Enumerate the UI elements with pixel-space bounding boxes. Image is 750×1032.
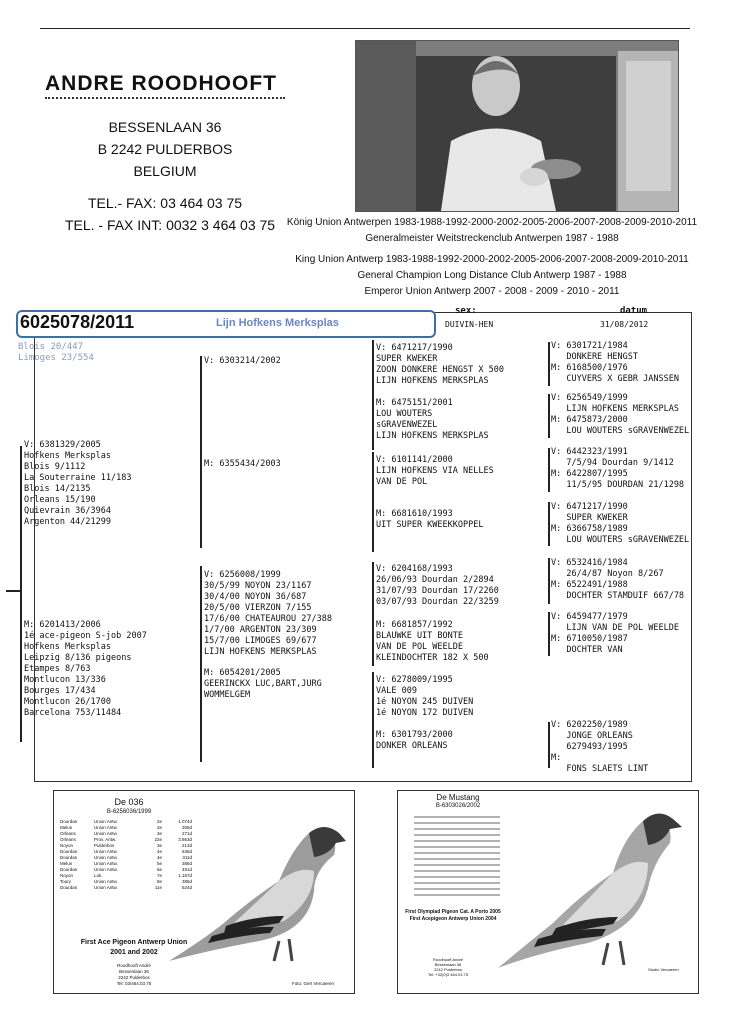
card2-ring: B-6303026/2002 [435,803,481,809]
gen3-2: M: 6475151/2001 LOU WOUTERS sGRAVENWEZEL LIJN HOFKENS MERKSPLAS [376,398,489,441]
tel-fax: TEL.- FAX: 03 464 03 75 [87,195,243,211]
card1-result-cell: 1.167d [178,873,192,878]
card1-result-cell: 11e [154,885,162,890]
gen4-2: V: 6256549/1999 LIJN HOFKENS MERKSPLAS M: 6475873/2000 LOU WOUTERS sGRAVENWEZEL [551,393,690,436]
gen4-8: V: 6202250/1989 JONGE ORLEANS 6279493/1995 M: FONS SLAETS LINT [551,720,649,774]
card1-result-cell: 385d [181,879,192,884]
gen4-5: V: 6532416/1984 26/4/87 Noyon 8/267 M: 6522491/1988 DOCHTER STAMDUIF 667/78 [551,558,685,601]
card1-result-cell: 306d [181,825,192,830]
pigeon-photo-2 [458,793,698,983]
card1-result-cell: 636d [181,849,192,854]
line-label: Lijn Hofkens Merksplas [216,317,339,329]
card1-result-cell: Union Antw. [94,849,118,854]
card1-result-cell: 6e [156,867,162,872]
card2-footer: Roodhooft André Bessenlaan 36 2242 Pulderbos Tel: +32(0)3 464.03.75 [427,957,469,977]
connector-mf [372,562,374,666]
card1-result-cell: Orleans [60,837,76,842]
gen4-1: V: 6301721/1984 DONKERE HENGST M: 6168500/1976 CUYVERS X GEBR JANSSEN [551,341,679,384]
card1-result-cell: 2e [156,819,162,824]
gen3-1: V: 6471217/1990 SUPER KWEKER ZOON DONKERE HENGST X 500 LIJN HOFKENS MERKSPLAS [376,343,504,386]
card1-result-cell: 4e [156,855,162,860]
connector-mm [372,672,374,768]
mother: M: 6201413/2006 1é ace-pigeon S-job 2007 Hofkens Merksplas Leipzig 8/136 pigeons Etampes 8/763 Montlucon 13/336 Bourges 17/434 Montlucon 26/1700 Barcelona 753/11484 [24,620,147,718]
card1-result-cell: 311d [182,855,192,860]
connector-g4-2 [548,394,550,438]
pigeon-card-1 [53,790,355,994]
connector-mother-side [200,566,202,762]
card1-result-cell: 213d [181,843,192,848]
card1-result-cell: 5e [156,861,162,866]
title-line-2: Generalmeister Weitstreckenclub Antwerpen 1987 - 1988 [365,233,619,244]
name-underline [45,97,285,99]
own-results: Blois 20/447 Limoges 23/554 [18,342,94,363]
title-line-1: König Union Antwerpen 1983-1988-1992-2000-2002-2005-2006-2007-2008-2009-2010-2011 [286,217,698,228]
card2-photo-credit: Studio Vercaeren [648,967,679,972]
card1-result-cell: Noyon [60,873,74,878]
title-line-5: Emperor Union Antwerp 2007 - 2008 - 2009 - 2010 - 2011 [364,286,620,297]
card1-result-cell: 22e [154,837,162,842]
card1-result-cell: Union Antw. [94,867,118,872]
card1-result-cell: Toury [60,879,72,884]
card1-result-cell: Union Antw. [94,885,118,890]
pigeon-card-2 [397,790,699,994]
gen4-4: V: 6471217/1990 SUPER KWEKER M: 6366758/1989 LOU WOUTERS sGRAVENWEZEL [551,502,690,545]
card1-caption-2: 2001 and 2002 [110,949,158,956]
card1-result-cell: Union Antw. [94,819,118,824]
card1-result-cell: Dourdan [60,819,78,824]
sex-value: DUIVIN-HEN [445,320,494,329]
card1-result-cell: Union Antw. [94,831,118,836]
ring-number: 6025078/2011 [20,312,135,332]
gen4-6: V: 6459477/1979 LIJN VAN DE POL WEELDE M: 6710050/1987 DOCHTER VAN [551,612,679,655]
father-mother: M: 6355434/2003 [204,459,281,469]
card1-result-cell: Noyon [60,843,74,848]
connector-g4-4 [548,502,550,546]
card1-result-cell: 3.863d [178,837,192,842]
tel-fax-int: TEL. - FAX INT: 0032 3 464 03 75 [64,217,276,233]
card1-result-cell: Dourdan [60,867,78,872]
card1-photo-credit: Foto: Gert Vercaeren [292,981,335,986]
card1-result-cell: Melun [60,825,73,830]
card1-result-cell: Dourdan [60,849,78,854]
card1-result-cell: 7e [156,873,162,878]
gen3-5: V: 6204168/1993 26/06/93 Dourdan 2/2894 31/07/93 Dourdan 17/2260 03/07/93 Dourdan 22/3259 [376,564,499,607]
card1-footer: Roodhooft André Bessenlaan 36 2242 Pulderbos Tel: 03/464.03.75 [116,963,152,986]
gen4-3: V: 6442323/1991 7/5/94 Dourdan 9/1412 M: 6422807/1995 11/5/95 DOURDAN 21/1298 [551,447,685,490]
card1-result-cell: Union Antw. [94,879,118,884]
top-rule [40,28,690,29]
card1-result-cell: Dourdan [60,855,78,860]
connector-g4-1 [548,342,550,386]
card1-result-cell: Pulderbos [94,843,115,848]
title-line-4: General Champion Long Distance Club Antwerp 1987 - 1988 [357,270,627,281]
connector-father-side [200,356,202,548]
card1-result-cell: 491d [181,867,192,872]
card1-result-cell: Union Antw. [94,855,118,860]
address-line-1: BESSENLAAN 36 [108,119,222,135]
card2-title: De Mustang [436,793,480,802]
gen3-7: V: 6278009/1995 VALE 009 1é NOYON 245 DUIVEN 1é NOYON 172 DUIVEN [376,675,474,718]
owner-name: ANDRE ROODHOOFT [45,72,277,95]
card1-caption-1: First Ace Pigeon Antwerp Union [80,939,188,946]
card1-result-cell: 3e [156,831,162,836]
card1-result-cell: Union Antw. [94,825,118,830]
owner-photo [355,40,679,212]
gen3-3: V: 6101141/2000 LIJN HOFKENS VIA NELLES VAN DE POL [376,455,494,487]
date-label: datum [620,306,648,316]
mother-father: V: 6256008/1999 30/5/99 NOYON 23/1167 30/4/00 NOYON 36/687 20/5/00 VIERZON 7/155 17/6/00 CHATEAUROU 27/388 1/7/00 ARGENTON 23/309 15/7/00 LIMOGES 69/677 LIJN HOFKENS MERKSPLAS [204,570,332,657]
card1-result-cell: 524d [181,885,192,890]
card1-result-cell: Orleans [60,831,76,836]
card1-result-cell: 2e [156,825,162,830]
card1-ring: B-6256036/1999 [106,809,152,815]
connector-fm [372,452,374,552]
sex-label: sex: [455,306,477,316]
card1-result-cell: 1.074d [178,819,192,824]
gen3-6: M: 6681857/1992 BLAUWKE UIT BONTE VAN DE POL WEELDE KLEINDOCHTER 182 X 500 [376,620,489,663]
mother-mother: M: 6054201/2005 GEERINCKX LUC,BART,JURG WOMMELGEM [204,668,322,700]
card1-result-cell: Union Antw. [94,861,118,866]
card2-caption-1: First Olympiad Pigeon Cat. A Porto 2005 [405,909,501,915]
card1-result-cell: Lok. [94,873,103,878]
card1-result-cell: 271d [181,831,192,836]
card1-result-cell: 4e [156,849,162,854]
date-value: 31/08/2012 [600,320,649,329]
address-line-2: B 2242 PULDERBOS [97,141,233,157]
card2-caption-2: First Acepigeon Antwerp Union 2004 [409,916,497,922]
connector-g4-5 [548,558,550,604]
father-father: V: 6303214/2002 [204,356,281,366]
gen3-8: M: 6301793/2000 DONKER ORLEANS [376,730,453,751]
card1-result-cell: 386d [181,861,192,866]
connector-gen1 [20,446,22,742]
gen3-4: M: 6681610/1993 UIT SUPER KWEEKKOPPEL [376,509,484,530]
address-line-3: BELGIUM [133,163,197,179]
connector-root [6,590,20,592]
connector-g4-8 [548,722,550,768]
father: V: 6381329/2005 Hofkens Merksplas Blois 9/1112 La Souterraine 11/183 Blois 14/2135 Orleans 15/190 Quievrain 36/3964 Argenton 44/21299 [24,440,132,527]
card1-result-cell: Dourdan [60,885,78,890]
card1-result-cell: 3e [156,843,162,848]
owner-photo-drawing [356,41,678,211]
connector-g4-3 [548,448,550,492]
card1-result-cell: Prov. Antw. [94,837,117,842]
connector-ff [372,340,374,450]
card1-result-cell: 8e [156,879,162,884]
card1-title: De 036 [114,797,144,807]
card1-result-cell: Melun [60,861,73,866]
title-line-3: King Union Antwerp 1983-1988-1992-2000-2002-2005-2006-2007-2008-2009-2010-2011 [295,254,689,265]
connector-g4-6 [548,612,550,656]
